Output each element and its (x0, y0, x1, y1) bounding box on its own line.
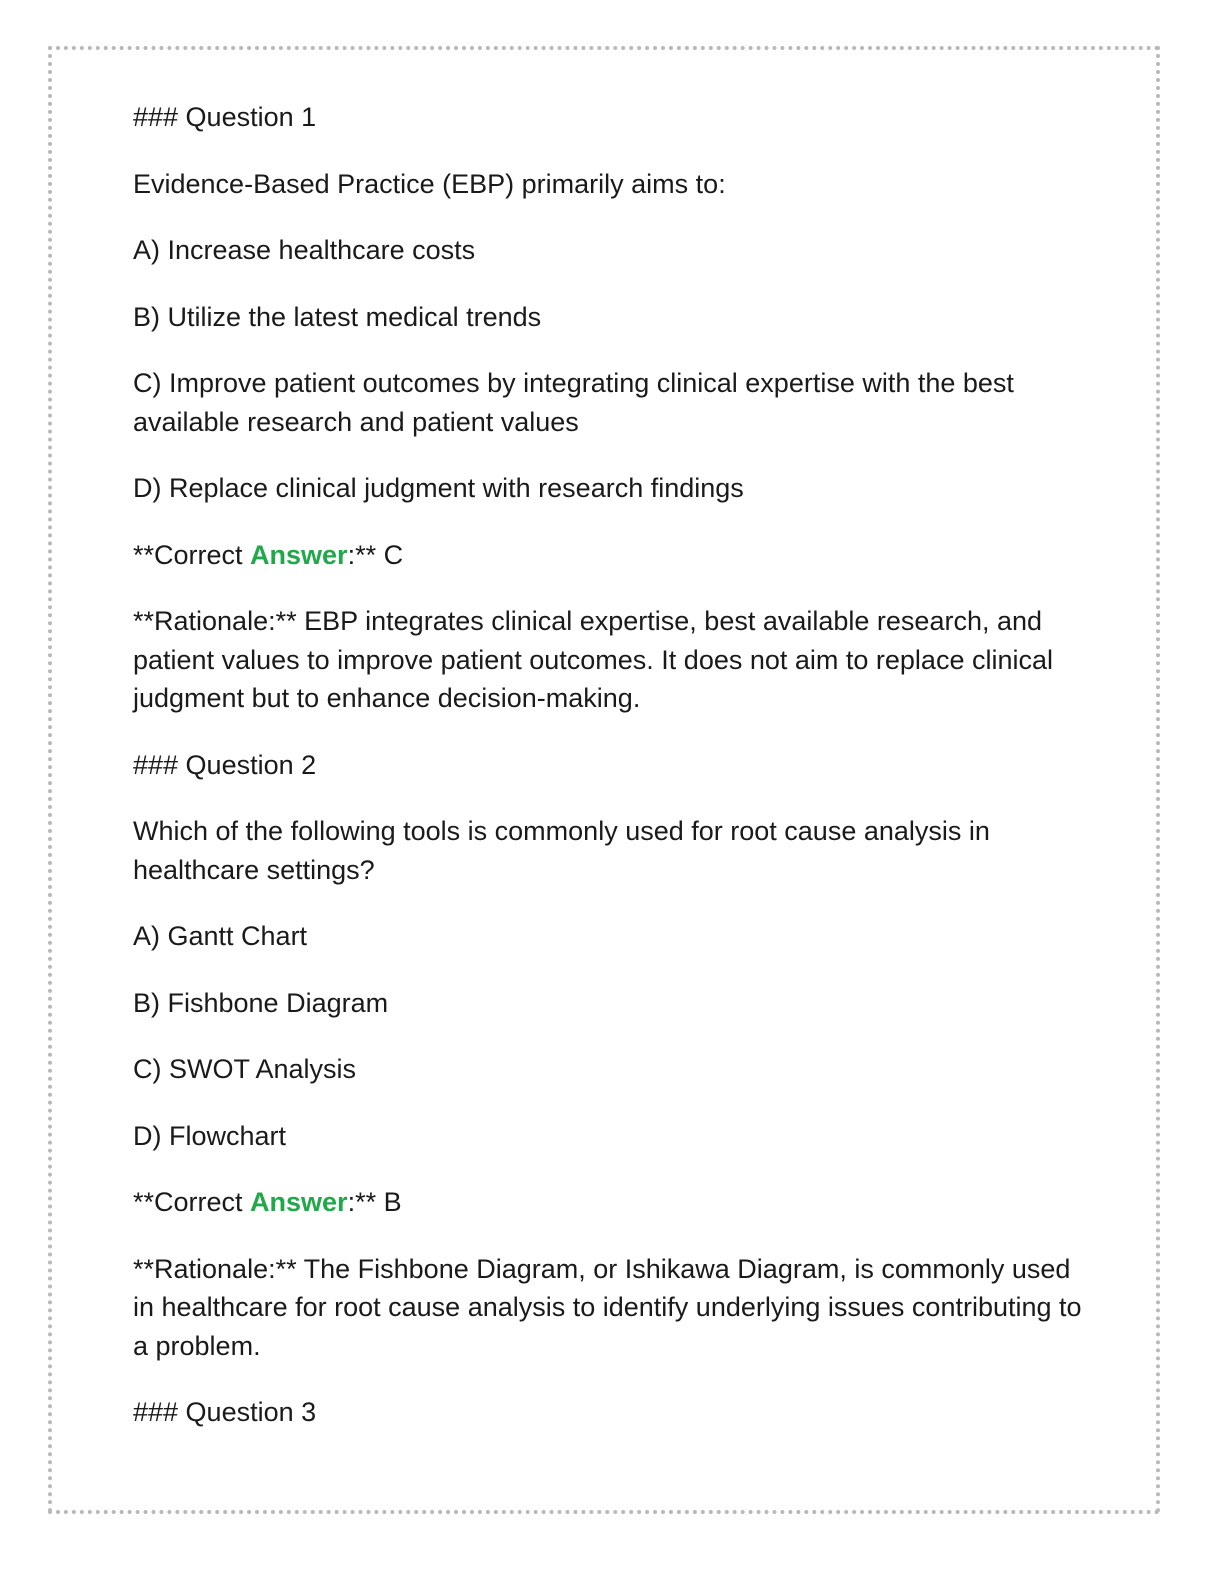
answer-prefix: **Correct (133, 539, 251, 570)
answer-highlight: Answer (250, 539, 348, 570)
answer-prefix: **Correct (133, 1187, 251, 1217)
answer-highlight: Answer (250, 1187, 348, 1217)
question-2-option-b: B) Fishbone Diagram (133, 987, 389, 1018)
question-1-prompt: Evidence-Based Practice (EBP) primarily aims to: (133, 168, 726, 199)
question-1-option-a: A) Increase healthcare costs (133, 235, 476, 265)
question-2-rationale: **Rationale:** The Fishbone Diagram, or Ishikawa Diagram, is commonly used in healthcare for root cause analysis to identify underlying issues contributing to a problem. (133, 1253, 1082, 1361)
question-1-rationale: **Rationale:** EBP integrates clinical expertise, best available research, and patient values to improve patient outcomes. It does not aim to replace clinical judgment but to enhance decision-making. (133, 606, 1053, 713)
question-2-option-a: A) Gantt Chart (133, 921, 308, 951)
answer-suffix: :** B (347, 1187, 402, 1217)
answer-suffix: :** C (347, 539, 404, 570)
question-2-prompt: Which of the following tools is commonly used for root cause analysis in healthcare settings? (133, 816, 990, 885)
question-1-option-d: D) Replace clinical judgment with research findings (133, 473, 744, 503)
question-2-option-c: C) SWOT Analysis (133, 1054, 357, 1084)
question-1-option-b: B) Utilize the latest medical trends (133, 301, 542, 332)
question-1-heading: ### Question 1 (133, 102, 317, 132)
question-2-heading: ### Question 2 (133, 749, 317, 780)
question-1-correct-answer (133, 536, 1093, 575)
question-2-correct-answer (133, 1183, 1093, 1222)
question-2-option-d: D) Flowchart (133, 1120, 287, 1151)
question-1-option-c: C) Improve patient outcomes by integrating clinical expertise with the best available research and patient values (133, 368, 1014, 437)
question-3-heading: ### Question 3 (133, 1397, 317, 1427)
document-body (133, 98, 1093, 1460)
